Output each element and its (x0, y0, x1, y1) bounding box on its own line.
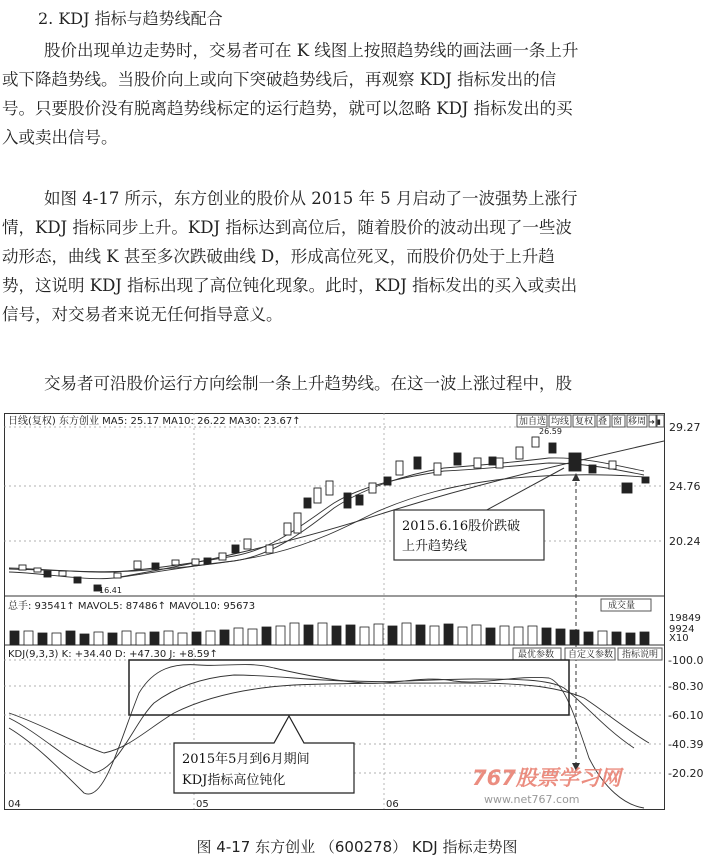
text-line: 情，KDJ 指标同步上升。KDJ 指标达到高位后，随着股价的波动出现了一些波 (2, 218, 572, 237)
callout-text: 上升趋势线 (402, 539, 468, 554)
text-line: 信号，对交易者来说无任何指导意义。 (2, 305, 283, 324)
toolbar-label: 移周 (628, 417, 647, 427)
price-axis-label: 24.76 (669, 480, 701, 493)
toolbar-label: 均线 (551, 417, 570, 427)
text-line: 如图 4-17 所示，东方创业的股价从 2015 年 5 月启动了一波强势上涨行 (44, 189, 578, 208)
price-header: 日线(复权) 东方创业 MA5: 25.17 MA10: 26.22 MA30: 23.67↑ (8, 416, 301, 427)
volume-axis-label: 19849 (669, 613, 701, 624)
text-line: 股价出现单边走势时，交易者可在 K 线图上按照趋势线的画法画一条上升 (44, 41, 579, 60)
chart-toolbar (517, 415, 664, 427)
kdj-axis-label: -100.0 (668, 654, 704, 667)
chart-svg (4, 413, 710, 820)
date-label: 06 (386, 799, 399, 810)
kdj-axis-label: -20.20 (668, 767, 704, 780)
kdj-button-label: 指标说明 (622, 650, 659, 660)
kdj-axis-label: -40.39 (668, 738, 704, 751)
kdj-header: KDJ(9,3,3) K: +34.40 D: +47.30 J: +8.59↑ (8, 649, 218, 660)
watermark-logo: 767股票学习网 (472, 766, 621, 790)
figure-caption: 图 4-17 东方创业 （600278） KDJ 指标走势图 (196, 838, 518, 856)
text-line: 入或卖出信号。 (2, 128, 118, 147)
volume-header: 总手: 93541↑ MAVOL5: 87486↑ MAVOL10: 95673 (8, 601, 256, 612)
toolbar-label: ➜ (649, 418, 655, 426)
toolbar-label: 复权 (575, 417, 594, 427)
toolbar-label: 加自选 (519, 417, 547, 427)
date-label: 04 (8, 799, 21, 810)
text-line: 号。只要股价没有脱离趋势线标定的运行趋势，就可以忽略 KDJ 指标发出的买 (2, 99, 573, 118)
high-price-label: 26.59 (539, 427, 562, 436)
text-line: 或下降趋势线。当股价向上或向下突破趋势线后，再观察 KDJ 指标发出的信 (2, 70, 557, 89)
volume-button-label: 成交量 (608, 601, 636, 611)
volume-axis-label: X10 (669, 633, 689, 644)
text-line: 动形态，曲线 K 甚至多次跌破曲线 D，形成高位死叉，而股价仍处于上升趋 (2, 247, 555, 266)
date-label: 05 (196, 799, 209, 810)
toolbar-label: ▮ (657, 418, 661, 426)
callout-text: 2015年5月到6月期间 (182, 752, 310, 767)
callout-text: KDJ指标高位钝化 (182, 773, 286, 788)
price-axis-label: 20.24 (669, 535, 701, 548)
text-line: 交易者可沿股价运行方向绘制一条上升趋势线。在这一波上涨过程中，股 (44, 374, 572, 393)
kdj-button-label: 自定义参数 (568, 650, 614, 660)
kdj-axis-label: -60.10 (668, 709, 704, 722)
section-heading: 2. KDJ 指标与趋势线配合 (38, 9, 223, 28)
kdj-chart-figure (4, 413, 710, 820)
price-axis-label: 29.27 (669, 421, 701, 434)
callout-text: 2015.6.16股价跌破 (402, 519, 521, 534)
low-price-label: 16.41 (99, 586, 122, 595)
toolbar-label: 窗 (613, 417, 623, 427)
watermark-url: www.net767.com (484, 793, 580, 806)
kdj-button-label: 最优参数 (518, 650, 555, 660)
kdj-axis-label: -80.30 (668, 680, 704, 693)
text-line: 势，这说明 KDJ 指标出现了高位钝化现象。此时，KDJ 指标发出的买入或卖出 (2, 276, 578, 295)
toolbar-label: 叠 (598, 417, 608, 427)
volume-axis-label: 9924 (669, 624, 695, 635)
